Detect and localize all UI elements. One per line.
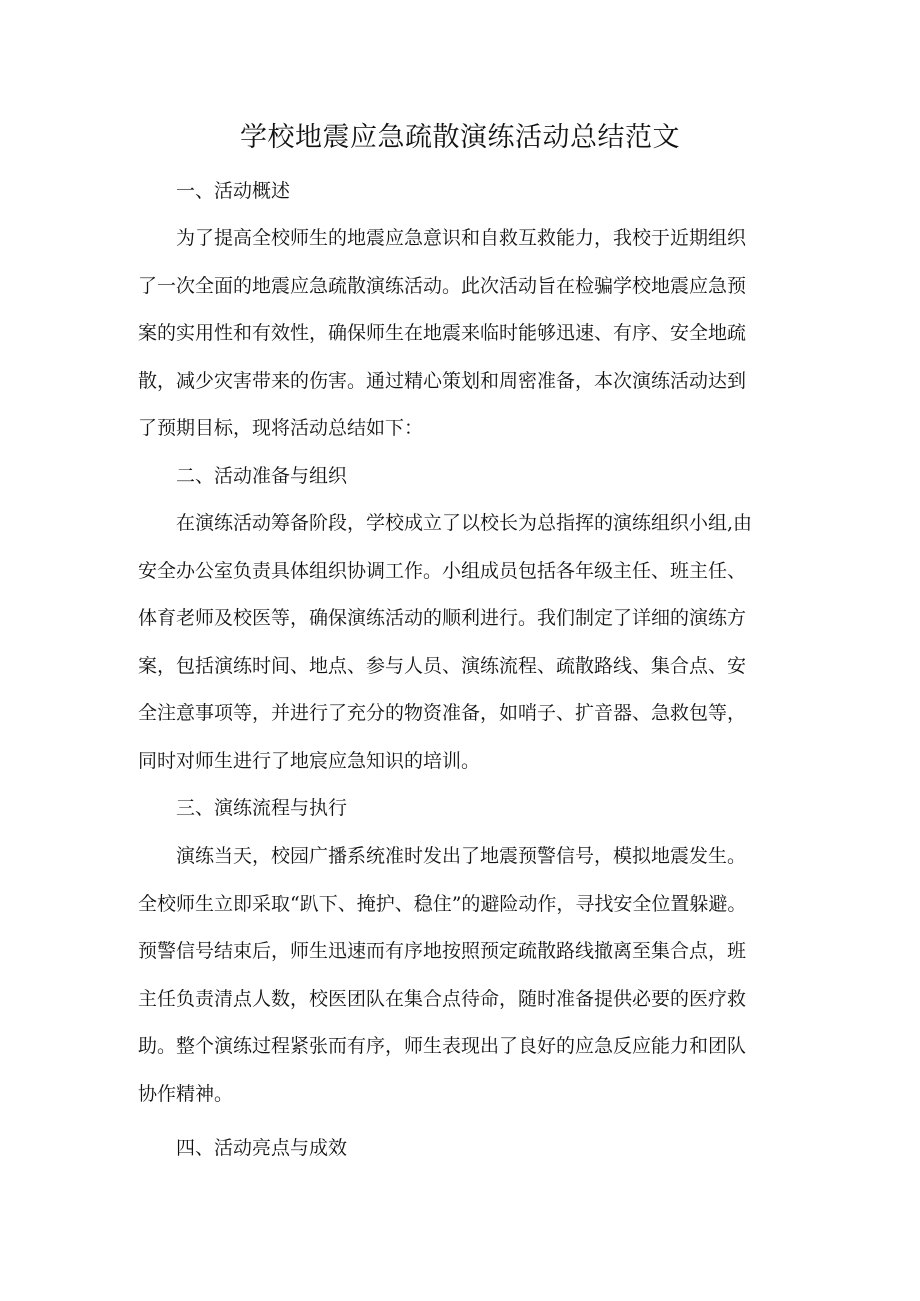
text-line: 演练当天，校园广播系统准时发出了地震预警信号，模拟地震发生。 <box>176 845 747 867</box>
text-line: 同时对师生进行了地宸应急知识的培训。 <box>138 749 481 772</box>
section-heading-process: 三、演练流程与执行 <box>176 797 348 819</box>
section-heading-highlights: 四、活动亮点与成效 <box>176 1137 348 1159</box>
text-line: 在演练活动筹备阶段，学校成立了以校长为总指挥的演练组织小组,由 <box>176 512 753 534</box>
document-title: 学校地震应急疏散演练活动总结范文 <box>240 122 680 153</box>
text-line: 了一次全面的地震应急疏散演练活动。此次活动旨在检骗学校地震应急预 <box>138 274 747 297</box>
section-heading-overview: 一、活动概述 <box>176 180 291 202</box>
text-line: 体育老师及校医等，确保演练活动的顺利进行。我们制定了详细的演练方 <box>138 607 747 629</box>
section-heading-preparation: 二、活动准备与组织 <box>176 465 348 487</box>
text-line: 案的实用性和有效性，确保师生在地震来临时能够迅速、有序、安全地疏 <box>138 322 747 344</box>
section-paragraph-process <box>138 833 788 1118</box>
text-line: 全校师生立即采取“趴下、掩护、稳住”的避险动作，寻找安全位置躲避。 <box>138 892 747 915</box>
text-line: 主任负责清点人数，校医团队在集合点待命，随时准备提供必要的医疗救 <box>138 987 747 1010</box>
text-line: 散，减少灾害带来的伤害。通过精心策划和周密准备，本次演练活动达到 <box>138 369 747 392</box>
text-line: 为了提高全校师生的地震应急意识和自救互救能力，我校于近期组织 <box>176 227 747 249</box>
text-line: 协作精神。 <box>138 1082 234 1105</box>
text-line: 预警信号结束后，师生迅速而有序地按照预定疏散路线撤离至集合点，班 <box>138 940 747 962</box>
text-line: 了预期目标，现将活动总结如下： <box>138 417 424 439</box>
text-line: 案，包括演练时间、地点、参与人员、演练流程、疏散路线、集合点、安 <box>138 654 747 677</box>
section-paragraph-overview <box>138 215 788 453</box>
text-line: 全注意事项等，并进行了充分的物资准备，如哨子、扩音器、急救包等， <box>138 702 747 724</box>
text-line: 安全办公室负责具体组织协调工作。小组成员包括各年级主任、班主任、 <box>138 559 747 582</box>
text-line: 助。整个演练过程紧张而有序，师生表现出了良好的应急反应能力和团队 <box>138 1035 747 1057</box>
section-paragraph-preparation <box>138 500 788 785</box>
